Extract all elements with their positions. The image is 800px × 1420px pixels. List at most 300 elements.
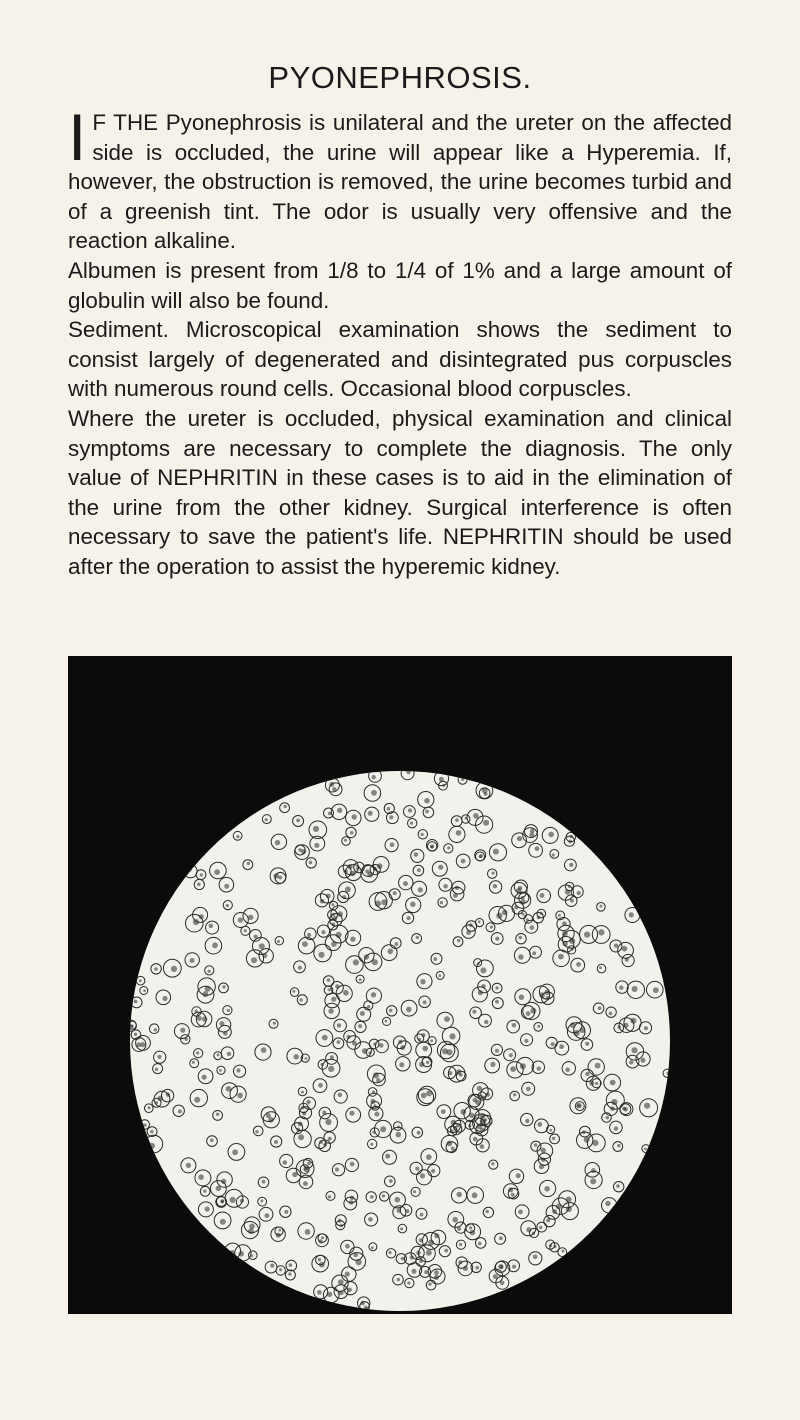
cell-nucleus: [461, 778, 464, 781]
paragraph-1-text: F THE Pyonephrosis is unilateral and the ureter on the affected side is occluded, the urine will appear like a Hyperemia. If, however, the obstruction is removed, the urine becomes turbid and of a greenish tint. The odor is usually very offensive and the reaction alkaline.: [68, 110, 732, 254]
cell-nucleus: [420, 1173, 425, 1178]
cell-nucleus: [166, 1093, 170, 1097]
cell-nucleus: [472, 1010, 476, 1014]
cell-nucleus: [377, 863, 383, 869]
cell-nucleus: [284, 805, 287, 808]
cell-nucleus: [516, 1173, 521, 1178]
cell-nucleus: [537, 1066, 541, 1070]
cell-nucleus: [616, 1184, 620, 1188]
cell-nucleus: [202, 1075, 207, 1080]
cell-nucleus: [629, 1060, 633, 1064]
cell-nucleus: [190, 958, 195, 963]
cell-nucleus: [426, 1061, 429, 1064]
cell-nucleus: [576, 962, 581, 967]
cell-nucleus: [171, 966, 177, 972]
cell-nucleus: [249, 1224, 255, 1230]
cell-nucleus: [303, 1166, 309, 1172]
cell-nucleus: [358, 1024, 362, 1028]
cell-nucleus: [599, 966, 602, 969]
cell-nucleus: [511, 1193, 515, 1197]
cell-nucleus: [444, 1016, 450, 1022]
cell-nucleus: [155, 1068, 158, 1071]
cell-nucleus: [332, 787, 336, 791]
cell-nucleus: [518, 954, 524, 960]
cell-nucleus: [389, 1179, 393, 1183]
cell-nucleus: [609, 1012, 613, 1016]
cell-nucleus: [493, 1274, 498, 1279]
cell-nucleus: [318, 1083, 323, 1088]
cell-nucleus: [537, 1122, 542, 1127]
cell-nucleus: [259, 943, 265, 949]
cell-nucleus: [388, 1251, 391, 1254]
cell-nucleus: [350, 831, 354, 835]
cell-nucleus: [473, 1137, 478, 1142]
cell-nucleus: [653, 987, 659, 993]
cell-nucleus: [449, 1033, 455, 1039]
cell-nucleus: [332, 923, 336, 927]
cell-nucleus: [326, 894, 331, 899]
cell-nucleus: [455, 818, 459, 822]
cell-nucleus: [577, 1104, 580, 1107]
cell-nucleus: [495, 1000, 499, 1004]
cell-nucleus: [360, 1011, 365, 1016]
cell-nucleus: [430, 845, 434, 849]
cell-nucleus: [217, 1054, 220, 1057]
cell-nucleus: [327, 1292, 332, 1297]
cell-nucleus: [571, 948, 574, 951]
cell-nucleus: [305, 1229, 311, 1235]
cell-nucleus: [342, 895, 346, 899]
cell-nucleus: [591, 1168, 596, 1173]
cell-nucleus: [232, 1149, 238, 1155]
paragraph-1: [68, 100, 732, 256]
cell-nucleus: [610, 1080, 616, 1086]
cell-nucleus: [296, 819, 300, 823]
cell-nucleus: [425, 810, 429, 814]
cell-nucleus: [148, 1106, 151, 1109]
cell-nucleus: [353, 959, 359, 965]
cell-nucleus: [389, 1009, 393, 1013]
cell-nucleus: [328, 1195, 331, 1198]
cell-nucleus: [298, 1134, 304, 1140]
cell-nucleus: [401, 1257, 405, 1261]
cell-nucleus: [255, 1130, 258, 1133]
cell-nucleus: [403, 881, 408, 886]
cell-nucleus: [477, 1086, 482, 1091]
cell-nucleus: [421, 1033, 425, 1037]
cell-nucleus: [473, 1098, 478, 1103]
cell-nucleus: [205, 1207, 210, 1212]
cell-nucleus: [336, 932, 342, 938]
cell-nucleus: [397, 1278, 401, 1282]
cell-nucleus: [447, 846, 450, 849]
cell-nucleus: [248, 915, 253, 920]
cell-nucleus: [456, 1069, 462, 1075]
cell-nucleus: [428, 1282, 431, 1285]
cell-nucleus: [212, 942, 218, 948]
cell-nucleus: [216, 1113, 219, 1116]
cell-nucleus: [398, 1040, 402, 1044]
cell-nucleus: [492, 872, 495, 875]
cell-nucleus: [421, 1093, 427, 1099]
cell-nucleus: [535, 846, 540, 851]
cell-nucleus: [510, 1066, 516, 1072]
cell-nucleus: [534, 1143, 538, 1147]
cell-nucleus: [134, 1033, 137, 1036]
cell-nucleus: [558, 914, 561, 917]
cell-nucleus: [446, 1049, 452, 1055]
cell-nucleus: [546, 1218, 550, 1222]
cell-nucleus: [321, 1063, 324, 1066]
cell-nucleus: [444, 1249, 448, 1253]
cell-nucleus: [540, 893, 545, 898]
cell-nucleus: [558, 954, 564, 960]
cell-nucleus: [512, 1023, 516, 1027]
cell-nucleus: [568, 840, 572, 844]
cell-nucleus: [475, 1266, 479, 1270]
cell-nucleus: [606, 1116, 609, 1119]
cell-nucleus: [303, 1181, 308, 1186]
page-title: PYONEPHROSIS.: [268, 60, 532, 95]
cell-nucleus: [136, 1042, 141, 1047]
cell-nucleus: [526, 918, 529, 921]
cell-nucleus: [551, 1042, 555, 1046]
cell-nucleus: [180, 1028, 185, 1033]
cell-nucleus: [485, 1210, 489, 1214]
cell-nucleus: [412, 1269, 417, 1274]
cell-nucleus: [149, 1143, 155, 1149]
cell-nucleus: [407, 1281, 410, 1284]
cell-nucleus: [418, 887, 423, 892]
cell-nucleus: [631, 1047, 637, 1053]
cell-nucleus: [328, 1066, 334, 1072]
cell-nucleus: [227, 1052, 231, 1056]
cell-nucleus: [585, 1042, 589, 1046]
cell-nucleus: [521, 896, 525, 900]
cell-nucleus: [396, 1132, 402, 1138]
cell-nucleus: [512, 1265, 516, 1269]
cell-nucleus: [532, 951, 536, 955]
cell-nucleus: [424, 798, 430, 804]
cell-nucleus: [314, 843, 319, 848]
cell-nucleus: [238, 917, 243, 922]
cell-nucleus: [345, 1272, 350, 1277]
cell-nucleus: [178, 1109, 182, 1113]
cell-nucleus: [359, 978, 362, 981]
cell-nucleus: [614, 1126, 618, 1130]
cell-nucleus: [247, 862, 250, 865]
cell-nucleus: [337, 1023, 341, 1027]
cell-nucleus: [514, 905, 518, 909]
cell-nucleus: [331, 997, 336, 1002]
body-text: [68, 100, 732, 582]
cell-nucleus: [498, 1264, 503, 1269]
cell-nucleus: [532, 1232, 535, 1235]
cell-nucleus: [641, 1058, 646, 1063]
cell-nucleus: [525, 1119, 529, 1123]
cell-nucleus: [518, 886, 523, 891]
cell-nucleus: [222, 985, 225, 988]
cell-nucleus: [220, 1219, 226, 1225]
cell-nucleus: [385, 1154, 390, 1159]
cell-nucleus: [154, 1028, 157, 1031]
cell-nucleus: [438, 974, 441, 977]
cell-nucleus: [370, 1195, 374, 1199]
cell-nucleus: [321, 1236, 324, 1239]
cell-nucleus: [261, 1047, 267, 1053]
cell-nucleus: [410, 822, 413, 825]
cell-nucleus: [210, 1138, 214, 1142]
cell-nucleus: [276, 1233, 281, 1238]
cell-nucleus: [407, 916, 411, 920]
cell-nucleus: [447, 1141, 453, 1147]
cell-nucleus: [345, 1244, 350, 1249]
cell-nucleus: [537, 1025, 540, 1028]
cell-nucleus: [559, 1044, 564, 1049]
cell-nucleus: [270, 1264, 274, 1268]
cell-nucleus: [478, 1242, 482, 1246]
paragraph-2: Albumen is present from 1/8 to 1/4 of 1% and a large amount of globulin will also be found.: [68, 257, 732, 313]
cell-nucleus: [408, 808, 412, 812]
cell-nucleus: [490, 925, 493, 928]
cell-nucleus: [288, 1272, 291, 1275]
cell-nucleus: [395, 1197, 401, 1203]
cell-nucleus: [393, 891, 397, 895]
cell-nucleus: [406, 1007, 412, 1013]
cell-nucleus: [443, 884, 448, 889]
cell-nucleus: [472, 1192, 478, 1198]
cell-nucleus: [423, 1000, 427, 1004]
cell-nucleus: [154, 967, 158, 971]
cell-nucleus: [519, 994, 525, 1000]
cell-nucleus: [623, 1023, 628, 1028]
cell-nucleus: [509, 1053, 513, 1057]
cell-nucleus: [289, 1263, 293, 1267]
cell-nucleus: [382, 1194, 385, 1197]
cell-nucleus: [569, 863, 573, 867]
cell-nucleus: [229, 1250, 235, 1256]
cell-nucleus: [279, 876, 283, 880]
cell-nucleus: [519, 936, 523, 940]
cell-nucleus: [328, 988, 331, 991]
cell-nucleus: [430, 1039, 433, 1042]
cell-nucleus: [426, 1250, 432, 1256]
cell-nucleus: [305, 1057, 308, 1060]
cell-nucleus: [337, 1040, 341, 1044]
cell-nucleus: [413, 1190, 416, 1193]
cell-nucleus: [237, 1093, 243, 1099]
cell-nucleus: [395, 942, 399, 946]
cell-nucleus: [553, 1245, 556, 1248]
cell-nucleus: [493, 884, 497, 888]
cell-nucleus: [368, 1217, 373, 1222]
cell-nucleus: [480, 1119, 486, 1125]
cell-nucleus: [414, 852, 419, 857]
cell-nucleus: [666, 1072, 669, 1075]
cell-nucleus: [480, 1144, 485, 1149]
cell-nucleus: [274, 1140, 278, 1144]
cell-nucleus: [468, 1124, 471, 1127]
cell-nucleus: [244, 929, 247, 932]
cell-nucleus: [544, 1186, 550, 1192]
cell-nucleus: [582, 1130, 586, 1134]
cell-nucleus: [458, 1260, 462, 1264]
cell-nucleus: [279, 1268, 282, 1271]
cell-nucleus: [294, 1054, 299, 1059]
cell-nucleus: [197, 1016, 202, 1021]
cell-nucleus: [456, 830, 462, 836]
cell-nucleus: [469, 923, 473, 927]
cell-nucleus: [321, 930, 325, 934]
cell-nucleus: [461, 859, 466, 864]
cell-nucleus: [150, 1130, 153, 1133]
cell-nucleus: [598, 1006, 602, 1010]
cell-nucleus: [302, 941, 308, 947]
cell-nucleus: [328, 1008, 333, 1013]
cell-nucleus: [208, 970, 211, 973]
cell-nucleus: [470, 1230, 476, 1236]
cell-nucleus: [226, 904, 229, 907]
cell-nucleus: [301, 1091, 304, 1094]
cell-nucleus: [349, 1111, 354, 1116]
cell-nucleus: [306, 1100, 310, 1104]
cell-nucleus: [199, 914, 204, 919]
cell-nucleus: [194, 1097, 200, 1103]
cell-nucleus: [248, 1228, 254, 1234]
cell-nucleus: [371, 790, 377, 796]
paragraph-3: Sediment. Microscopical examination shows the sediment to consist largely of degenerated and disintegrated pus corpuscles with numerous round cells. Occasional blood corpuscles.: [68, 317, 732, 402]
cell-nucleus: [187, 867, 192, 872]
cell-nucleus: [513, 1093, 516, 1096]
cell-nucleus: [452, 1217, 458, 1223]
cell-nucleus: [416, 936, 419, 939]
cell-nucleus: [424, 1270, 428, 1274]
cell-nucleus: [371, 992, 376, 997]
cell-nucleus: [389, 815, 393, 819]
cell-nucleus: [493, 849, 499, 855]
cell-nucleus: [265, 1213, 270, 1218]
cell-nucleus: [480, 967, 486, 973]
cell-nucleus: [469, 1226, 472, 1229]
cell-nucleus: [340, 1224, 343, 1227]
cell-nucleus: [545, 990, 550, 995]
cell-nucleus: [406, 770, 411, 775]
cell-nucleus: [599, 905, 602, 908]
cell-nucleus: [388, 949, 394, 955]
cell-nucleus: [372, 959, 378, 965]
cell-nucleus: [283, 1160, 288, 1165]
cell-nucleus: [298, 1122, 303, 1127]
cell-nucleus: [367, 1005, 370, 1008]
cell-nucleus: [192, 1061, 195, 1064]
cell-nucleus: [198, 1174, 204, 1180]
cell-nucleus: [284, 1210, 288, 1214]
cell-nucleus: [162, 996, 167, 1001]
cell-nucleus: [338, 1279, 344, 1285]
cell-nucleus: [273, 1022, 276, 1025]
cell-nucleus: [379, 1043, 384, 1048]
cell-nucleus: [457, 1192, 462, 1197]
cell-nucleus: [495, 937, 499, 941]
cell-nucleus: [590, 1178, 596, 1184]
cell-nucleus: [356, 1259, 362, 1265]
cell-nucleus: [307, 1162, 310, 1165]
cell-nucleus: [300, 998, 303, 1001]
cell-nucleus: [368, 811, 373, 816]
cell-nucleus: [617, 1144, 620, 1147]
cell-nucleus: [565, 1067, 570, 1072]
cell-nucleus: [420, 979, 425, 984]
cell-nucleus: [313, 826, 319, 832]
cell-nucleus: [610, 1106, 615, 1111]
cell-nucleus: [552, 1137, 555, 1140]
cell-nucleus: [236, 1068, 240, 1072]
cell-nucleus: [380, 1126, 386, 1132]
cell-nucleus: [417, 1131, 421, 1135]
cell-nucleus: [541, 1148, 546, 1153]
cell-nucleus: [372, 775, 376, 779]
cell-nucleus: [298, 966, 302, 970]
cell-nucleus: [421, 833, 424, 836]
cell-nucleus: [473, 813, 479, 819]
cell-nucleus: [385, 1020, 388, 1023]
cell-nucleus: [292, 1172, 297, 1177]
cell-nucleus: [524, 1039, 528, 1043]
cell-nucleus: [530, 925, 535, 930]
cell-nucleus: [230, 1197, 236, 1203]
cell-nucleus: [338, 1093, 343, 1098]
cell-nucleus: [265, 818, 268, 821]
cell-nucleus: [422, 1046, 428, 1052]
cell-nucleus: [309, 861, 313, 865]
cell-nucleus: [490, 1062, 495, 1067]
microscope-figure: [68, 656, 732, 1314]
cell-nucleus: [562, 1250, 565, 1253]
cell-nucleus: [499, 1236, 503, 1240]
cell-nucleus: [350, 1162, 355, 1167]
cell-nucleus: [197, 883, 201, 887]
cell-nucleus: [565, 889, 570, 894]
cell-nucleus: [330, 1055, 334, 1059]
cell-nucleus: [352, 814, 357, 819]
cell-nucleus: [318, 1258, 321, 1261]
cell-nucleus: [539, 1226, 542, 1229]
cell-nucleus: [517, 836, 522, 841]
cell-nucleus: [502, 910, 508, 916]
cell-nucleus: [331, 903, 334, 906]
cell-nucleus: [328, 812, 332, 816]
cell-nucleus: [223, 1031, 228, 1036]
cell-nucleus: [335, 984, 339, 988]
cell-nucleus: [434, 1270, 439, 1275]
cell-nucleus: [139, 979, 142, 982]
cell-nucleus: [277, 940, 280, 943]
cell-nucleus: [202, 1016, 207, 1021]
cell-nucleus: [570, 1022, 576, 1028]
cell-nucleus: [622, 1107, 626, 1111]
cell-nucleus: [370, 1099, 375, 1104]
cell-nucleus: [451, 1147, 455, 1151]
cell-nucleus: [595, 1063, 601, 1069]
cell-nucleus: [260, 1199, 263, 1202]
cell-nucleus: [399, 1062, 404, 1067]
cell-nucleus: [459, 1243, 462, 1246]
cell-nucleus: [335, 1167, 339, 1171]
cell-nucleus: [317, 1290, 322, 1295]
cell-nucleus: [539, 1164, 544, 1169]
cell-nucleus: [416, 1251, 421, 1256]
cell-nucleus: [325, 1119, 331, 1125]
